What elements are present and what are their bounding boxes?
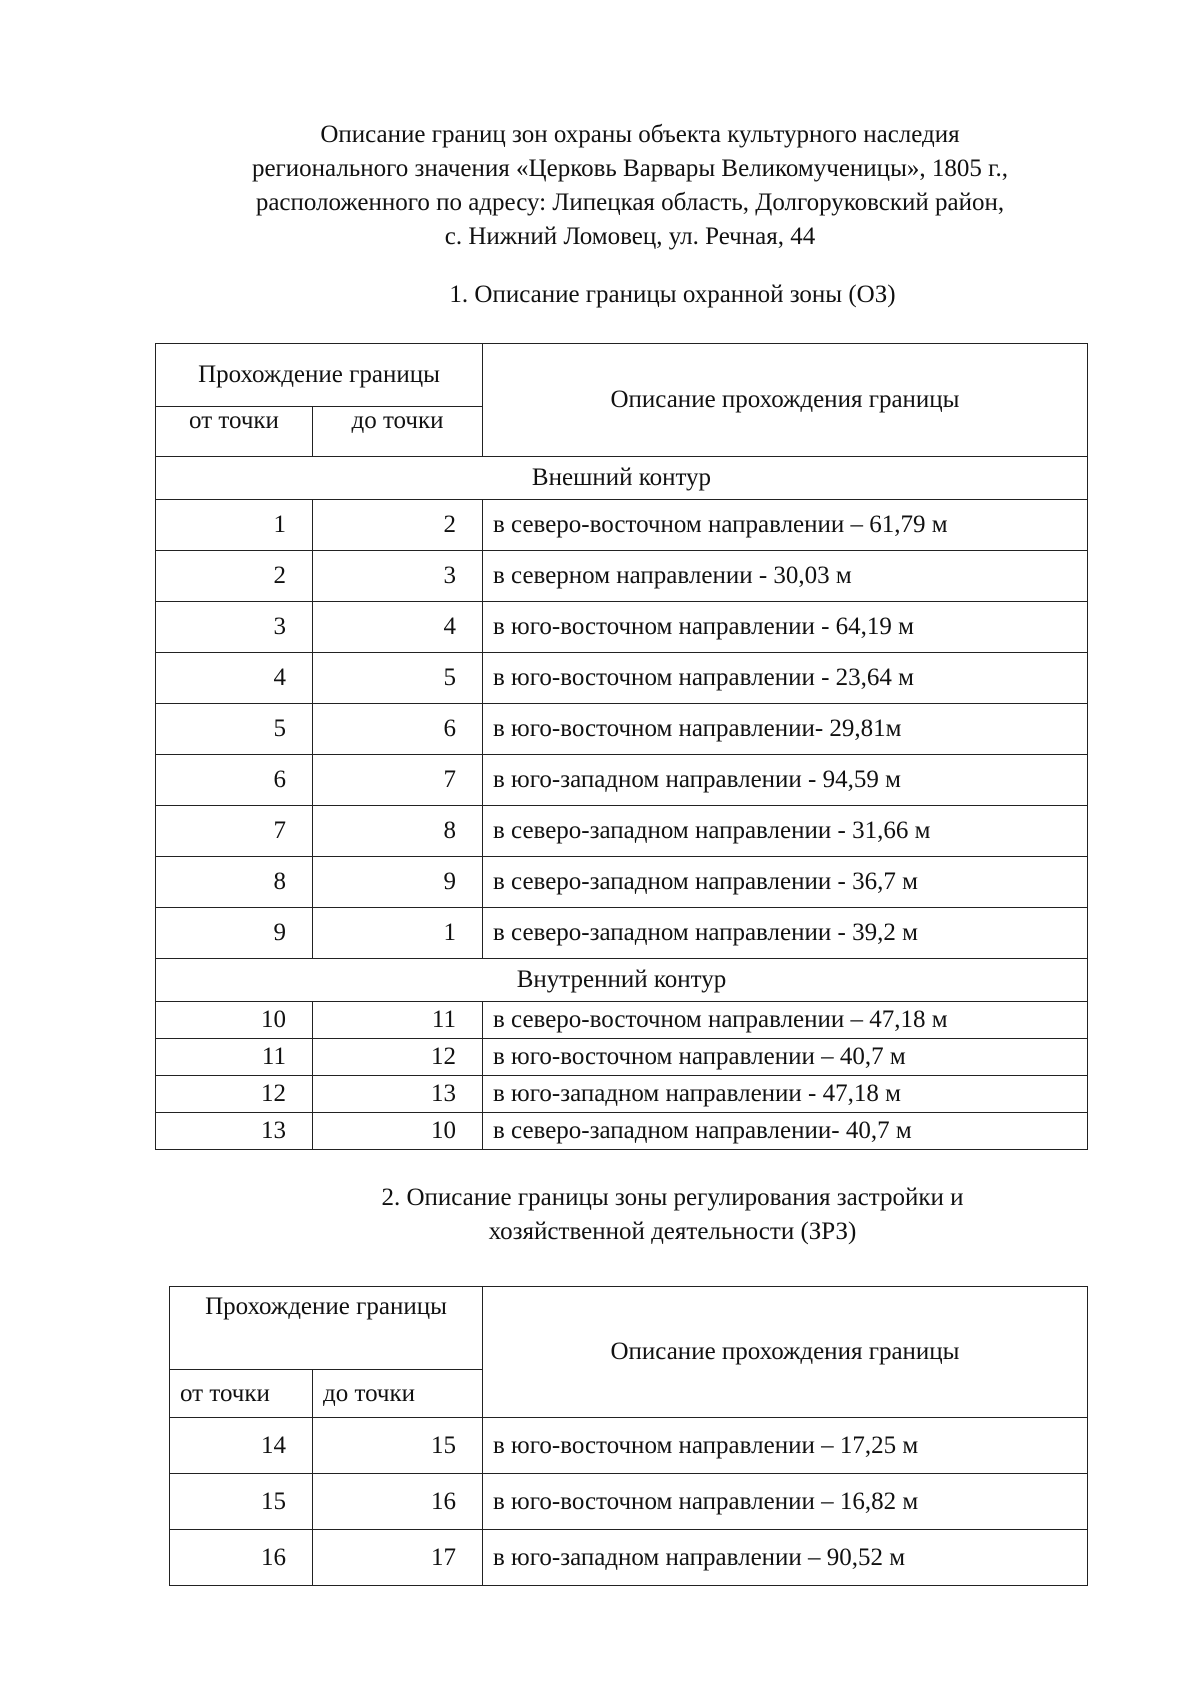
- from-point-cell: 16: [170, 1530, 313, 1586]
- from-point-cell: 12: [156, 1076, 313, 1113]
- from-point-cell: 9: [156, 908, 313, 959]
- to-point-cell: 16: [313, 1474, 483, 1530]
- description-header: Описание прохождения границы: [483, 1287, 1088, 1418]
- title-line-3: расположенного по адресу: Липецкая область, Долгоруковский район,: [255, 189, 1005, 216]
- description-cell: в юго-восточном направлении - 64,19 м: [483, 602, 1088, 653]
- table-row: [156, 1002, 1088, 1039]
- outer-contour-label: Внешний контур: [156, 457, 1088, 500]
- table-row: [156, 500, 1088, 551]
- description-header: Описание прохождения границы: [483, 344, 1088, 457]
- table-row: [156, 1076, 1088, 1113]
- from-point-cell: 5: [156, 704, 313, 755]
- from-point-cell: 13: [156, 1113, 313, 1150]
- from-point-cell: 3: [156, 602, 313, 653]
- from-point-cell: 2: [156, 551, 313, 602]
- table-row: [156, 806, 1088, 857]
- from-point-cell: 11: [156, 1039, 313, 1076]
- description-cell: в северо-восточном направлении – 47,18 м: [483, 1002, 1088, 1039]
- description-cell: в северо-восточном направлении – 61,79 м: [483, 500, 1088, 551]
- to-point-header: до точки: [313, 407, 483, 457]
- table-row: [156, 857, 1088, 908]
- document-title: [180, 118, 1080, 254]
- description-cell: в юго-восточном направлении- 29,81м: [483, 704, 1088, 755]
- to-point-cell: 4: [313, 602, 483, 653]
- outer-contour-row: [156, 457, 1088, 500]
- section-2-heading-line-1: 2. Описание границы зоны регулирования застройки и: [381, 1184, 964, 1211]
- description-cell: в юго-западном направлении - 94,59 м: [483, 755, 1088, 806]
- to-point-cell: 13: [313, 1076, 483, 1113]
- table-row: [156, 704, 1088, 755]
- to-point-cell: 5: [313, 653, 483, 704]
- table-row: [170, 1418, 1088, 1474]
- table-row: [156, 551, 1088, 602]
- to-point-header: до точки: [313, 1370, 483, 1418]
- table-row: [170, 1474, 1088, 1530]
- description-cell: в юго-восточном направлении – 40,7 м: [483, 1039, 1088, 1076]
- to-point-cell: 17: [313, 1530, 483, 1586]
- description-cell: в юго-восточном направлении - 23,64 м: [483, 653, 1088, 704]
- inner-contour-row: [156, 959, 1088, 1002]
- table-row: [156, 602, 1088, 653]
- section-1-heading: 1. Описание границы охранной зоны (ОЗ): [449, 281, 896, 308]
- to-point-cell: 1: [313, 908, 483, 959]
- description-cell: в юго-западном направлении – 90,52 м: [483, 1530, 1088, 1586]
- title-line-2: регионального значения «Церковь Варвары Великомученицы», 1805 г.,: [251, 155, 1009, 182]
- section-2-heading-line-2: хозяйственной деятельности (ЗРЗ): [488, 1218, 857, 1245]
- passage-header: Прохождение границы: [156, 344, 483, 407]
- from-point-cell: 6: [156, 755, 313, 806]
- from-point-cell: 8: [156, 857, 313, 908]
- description-cell: в северном направлении - 30,03 м: [483, 551, 1088, 602]
- from-point-cell: 1: [156, 500, 313, 551]
- to-point-cell: 6: [313, 704, 483, 755]
- from-point-cell: 10: [156, 1002, 313, 1039]
- table-row: [170, 1530, 1088, 1586]
- to-point-cell: 8: [313, 806, 483, 857]
- from-point-header: от точки: [170, 1370, 313, 1418]
- to-point-cell: 2: [313, 500, 483, 551]
- table-row: [156, 755, 1088, 806]
- description-cell: в юго-западном направлении - 47,18 м: [483, 1076, 1088, 1113]
- section-2-heading: [180, 1181, 1080, 1249]
- passage-header: Прохождение границы: [170, 1287, 483, 1370]
- to-point-cell: 9: [313, 857, 483, 908]
- table-header-row: [156, 344, 1088, 407]
- description-cell: в северо-западном направлении - 31,66 м: [483, 806, 1088, 857]
- from-point-cell: 14: [170, 1418, 313, 1474]
- title-line-1: Описание границ зон охраны объекта культурного наследия: [320, 121, 960, 148]
- to-point-cell: 7: [313, 755, 483, 806]
- description-cell: в северо-западном направлении - 36,7 м: [483, 857, 1088, 908]
- table-row: [156, 1039, 1088, 1076]
- description-cell: в юго-восточном направлении – 16,82 м: [483, 1474, 1088, 1530]
- to-point-cell: 15: [313, 1418, 483, 1474]
- to-point-cell: 10: [313, 1113, 483, 1150]
- from-point-cell: 15: [170, 1474, 313, 1530]
- protection-zone-table: [155, 343, 1088, 1150]
- title-line-4: с. Нижний Ломовец, ул. Речная, 44: [444, 223, 816, 250]
- from-point-cell: 7: [156, 806, 313, 857]
- to-point-cell: 11: [313, 1002, 483, 1039]
- table-header-row: [170, 1287, 1088, 1370]
- to-point-cell: 12: [313, 1039, 483, 1076]
- description-cell: в юго-восточном направлении – 17,25 м: [483, 1418, 1088, 1474]
- table-row: [156, 653, 1088, 704]
- to-point-cell: 3: [313, 551, 483, 602]
- description-cell: в северо-западном направлении- 40,7 м: [483, 1113, 1088, 1150]
- table-row: [156, 908, 1088, 959]
- table-row: [156, 1113, 1088, 1150]
- from-point-cell: 4: [156, 653, 313, 704]
- inner-contour-label: Внутренний контур: [156, 959, 1088, 1002]
- description-cell: в северо-западном направлении - 39,2 м: [483, 908, 1088, 959]
- development-regulation-zone-table: [169, 1286, 1088, 1586]
- from-point-header: от точки: [156, 407, 313, 457]
